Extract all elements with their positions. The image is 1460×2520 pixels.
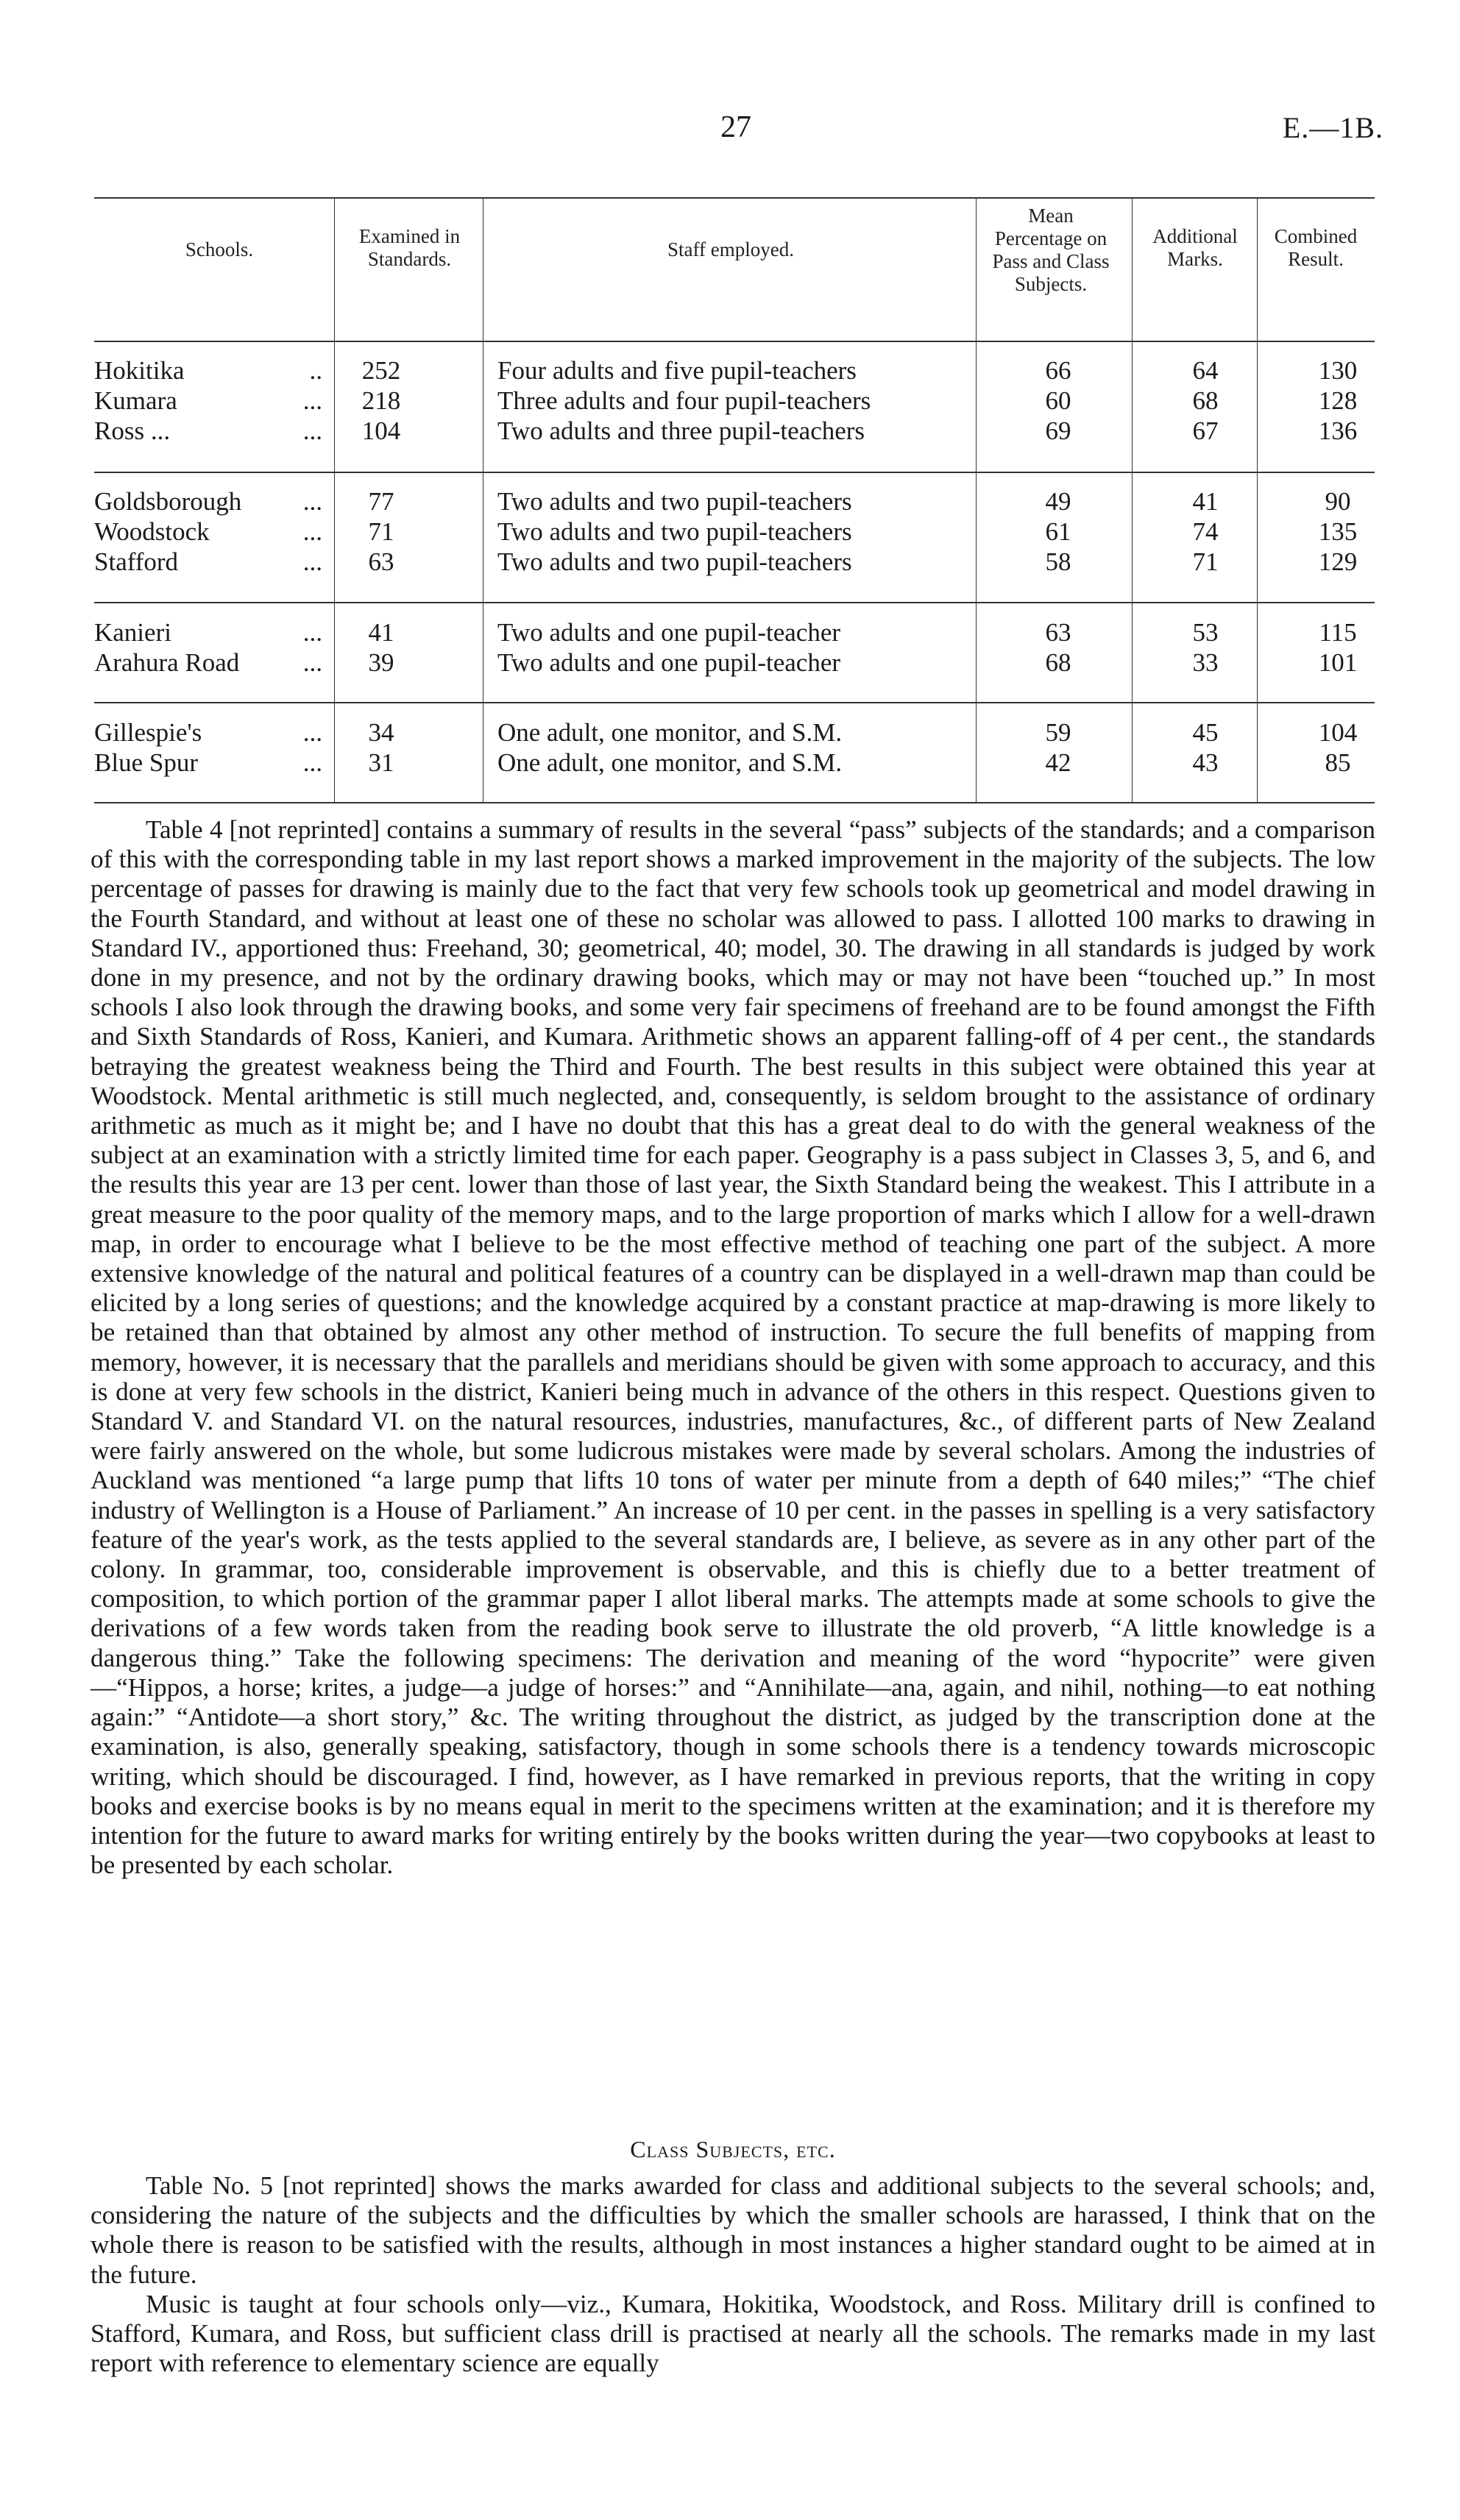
cell-mean: 42 bbox=[1045, 748, 1071, 777]
cell-school: Kumara ... bbox=[94, 386, 322, 415]
body-section-main bbox=[91, 815, 1375, 1880]
cell-school: Stafford ... bbox=[94, 547, 322, 576]
header-additional: Additional Marks. bbox=[1152, 225, 1238, 270]
cell-examined: 41 bbox=[368, 618, 394, 647]
cell-staff: Two adults and two pupil-teachers bbox=[497, 487, 852, 516]
cell-examined: 31 bbox=[368, 748, 394, 777]
cell-staff: Four adults and five pupil-teachers bbox=[497, 356, 857, 385]
cell-examined: 34 bbox=[368, 718, 394, 747]
cell-mean: 69 bbox=[1045, 416, 1071, 445]
table-group bbox=[94, 355, 1375, 446]
table-bottom-rule bbox=[94, 802, 1375, 803]
table-row bbox=[94, 416, 1375, 446]
table-group-rule bbox=[94, 472, 1375, 473]
table-row bbox=[94, 386, 1375, 416]
table-group bbox=[94, 717, 1375, 778]
cell-combined: 129 bbox=[1318, 547, 1358, 576]
cell-examined: 39 bbox=[368, 648, 394, 677]
header-combined: Combined Result. bbox=[1274, 225, 1358, 270]
paragraph-pass-subjects: Table 4 [not reprinted] contains a summary of results in the several “pass” subjects of the standards; and a comparison of this with the corresponding table in my last report shows a marked improvement in the majority of the subjects. The low percentage of passes for drawing is mainly due to the fact that very few schools took up geometrical and model drawing in the Fourth Standard, and without at least one of these no scholar was allowed to pass. I allotted 100 marks to drawing in Standard IV., apportioned thus: Freehand, 30; geometrical, 40; model, 30. The drawing in all standards is judged by work done in my presence, and not by the ordinary drawing books, which may or may not have been “touched up.” In most schools I also look through the drawing books, and some very fair specimens of freehand are to be found amongst the Fifth and Sixth Standards of Ross, Kanieri, and Kumara. Arithmetic shows an apparent falling-off of 4 per cent., the standards betraying the greatest weakness being the Third and Fourth. The best results in this subject were obtained this year at Woodstock. Mental arithmetic is still much neglected, and, consequently, is seldom brought to the assistance of ordinary arithmetic as much as it might be; and I have no doubt that this has a great deal to do with the general weakness of the subject at an examination with a strictly limited time for each paper. Geography is a pass subject in Classes 3, 5, and 6, and the results this year are 13 per cent. lower than those of last year, the Sixth Standard being the weakest. This I attribute in a great measure to the poor quality of the memory maps, and to the large proportion of marks which I allow for a well-drawn map, in order to encourage what I believe to be the most effective method of teaching one part of the subject. A more extensive knowledge of the natural and political features of a country can be displayed in a well-drawn map than could be elicited by a long series of questions; and the knowledge acquired by a constant practice at map-drawing is more likely to be retained than that obtained by almost any other method of instruction. To secure the full benefits of mapping from memory, however, it is necessary that the parallels and meridians should be given with some approach to accuracy, and this is done at very few schools in the district, Kanieri being much in advance of the others in this respect. Questions given to Standard V. and Standard VI. on the natural resources, industries, manufactures, &c., of different parts of New Zealand were fairly answered on the whole, but some ludicrous mistakes were made by several scholars. Among the industries of Auckland was mentioned “a large pump that lifts 10 tons of water per minute from a depth of 640 miles;” “The chief industry of Wellington is a House of Parliament.” An increase of 10 per cent. in the passes in spelling is a very satisfactory feature of the year's work, as the tests applied to the several standards are, I believe, as severe as in any other part of the colony. In grammar, too, considerable improvement is observable, and this is chiefly due to a better treatment of composition, to which portion of the grammar paper I allot liberal marks. The attempts made at some schools to give the derivations of a few words taken from the reading book serve to illustrate the old proverb, “A little knowledge is a dangerous thing.” Take the following specimens: The derivation and meaning of the word “hypocrite” were given—“Hippos, a horse; krites, a judge—a judge of horses:” and “Annihilate—ana, again, and nihil, nothing—to eat nothing again:” “Antidote—a short story,” &c. The writing throughout the district, as judged by the transcription done at the examination, is also, generally speaking, satisfactory, though in some schools there is a tendency towards microscopic writing, which should be discouraged. I find, however, as I have remarked in previous reports, that the writing in copy books and exercise books is by no means equal in merit to the specimens written at the examination; and it is therefore my intention for the future to award marks for writing entirely by the books written during the year—two copybooks at least to be presented by each scholar. bbox=[91, 815, 1375, 1880]
section-heading: Class Subjects, etc. bbox=[630, 2136, 836, 2162]
cell-school: Gillespie's ... bbox=[94, 718, 322, 747]
table-row bbox=[94, 355, 1375, 386]
cell-mean: 59 bbox=[1045, 718, 1071, 747]
table-header-rule bbox=[94, 341, 1375, 342]
cell-combined: 104 bbox=[1318, 718, 1358, 747]
table-row bbox=[94, 486, 1375, 517]
table-row bbox=[94, 748, 1375, 778]
table-group-rule bbox=[94, 602, 1375, 603]
cell-school: Woodstock ... bbox=[94, 517, 322, 546]
cell-mean: 58 bbox=[1045, 547, 1071, 576]
page-number: 27 bbox=[720, 110, 751, 144]
table-row bbox=[94, 717, 1375, 748]
cell-additional: 33 bbox=[1192, 648, 1219, 677]
cell-school: Ross ... ... bbox=[94, 416, 322, 445]
cell-mean: 66 bbox=[1045, 356, 1071, 385]
table-group bbox=[94, 617, 1375, 678]
cell-examined: 104 bbox=[361, 416, 401, 445]
table-row bbox=[94, 617, 1375, 647]
header-mean: Mean Percentage on Pass and Class Subjects. bbox=[992, 205, 1110, 295]
cell-combined: 115 bbox=[1319, 618, 1357, 647]
cell-examined: 252 bbox=[361, 356, 401, 385]
cell-combined: 135 bbox=[1318, 517, 1358, 546]
cell-mean: 60 bbox=[1045, 386, 1071, 415]
body-section-class-subjects bbox=[91, 2171, 1375, 2378]
cell-combined: 90 bbox=[1325, 487, 1351, 516]
cell-combined: 130 bbox=[1318, 356, 1358, 385]
cell-additional: 74 bbox=[1192, 517, 1219, 546]
cell-additional: 53 bbox=[1192, 618, 1219, 647]
cell-staff: Two adults and two pupil-teachers bbox=[497, 517, 852, 546]
cell-examined: 63 bbox=[368, 547, 394, 576]
cell-combined: 85 bbox=[1325, 748, 1351, 777]
cell-staff: Two adults and one pupil-teacher bbox=[497, 618, 841, 647]
cell-combined: 136 bbox=[1318, 416, 1358, 445]
cell-examined: 71 bbox=[368, 517, 394, 546]
table-row bbox=[94, 647, 1375, 678]
header-schools: Schools. bbox=[185, 238, 254, 260]
cell-additional: 64 bbox=[1192, 356, 1219, 385]
cell-staff: Two adults and one pupil-teacher bbox=[497, 648, 841, 677]
cell-staff: Two adults and three pupil-teachers bbox=[497, 416, 865, 445]
cell-additional: 71 bbox=[1192, 547, 1219, 576]
table-group-rule bbox=[94, 702, 1375, 703]
cell-mean: 61 bbox=[1045, 517, 1071, 546]
cell-staff: Three adults and four pupil-teachers bbox=[497, 386, 871, 415]
table-top-rule bbox=[94, 197, 1375, 199]
cell-additional: 45 bbox=[1192, 718, 1219, 747]
paragraph-class-subjects: Table No. 5 [not reprinted] shows the marks awarded for class and additional subjects to the several schools; and, considering the nature of the subjects and the difficulties by which the smaller schools are harassed, I think that on the whole there is reason to be satisfied with the results, although in most instances a higher standard ought to be aimed at in the future. bbox=[91, 2171, 1375, 2289]
header-staff: Staff employed. bbox=[667, 238, 794, 260]
cell-combined: 128 bbox=[1318, 386, 1358, 415]
cell-staff: One adult, one monitor, and S.M. bbox=[497, 718, 843, 747]
cell-mean: 68 bbox=[1045, 648, 1071, 677]
cell-examined: 218 bbox=[361, 386, 401, 415]
cell-mean: 63 bbox=[1045, 618, 1071, 647]
cell-school: Goldsborough ... bbox=[94, 487, 322, 516]
cell-additional: 41 bbox=[1192, 487, 1219, 516]
cell-school: Blue Spur ... bbox=[94, 748, 322, 777]
cell-school: Hokitika .. bbox=[94, 356, 322, 385]
table-group bbox=[94, 486, 1375, 577]
cell-combined: 101 bbox=[1318, 648, 1358, 677]
cell-additional: 67 bbox=[1192, 416, 1219, 445]
header-examined: Examined in Standards. bbox=[358, 225, 461, 270]
cell-school: Arahura Road ... bbox=[94, 648, 322, 677]
document-reference: E.—1B. bbox=[1282, 111, 1383, 144]
table-row bbox=[94, 517, 1375, 547]
cell-staff: One adult, one monitor, and S.M. bbox=[497, 748, 843, 777]
cell-school: Kanieri ... bbox=[94, 618, 322, 647]
cell-additional: 68 bbox=[1192, 386, 1219, 415]
cell-staff: Two adults and two pupil-teachers bbox=[497, 547, 852, 576]
cell-mean: 49 bbox=[1045, 487, 1071, 516]
table-row bbox=[94, 547, 1375, 577]
results-table bbox=[94, 197, 1375, 812]
cell-additional: 43 bbox=[1192, 748, 1219, 777]
cell-examined: 77 bbox=[368, 487, 394, 516]
paragraph-music-drill: Music is taught at four schools only—viz., Kumara, Hokitika, Woodstock, and Ross. Military drill is confined to Stafford, Kumara, and Ross, but sufficient class drill is practised at nearly all the schools. The remarks made in my last report with reference to elementary science are equally bbox=[91, 2289, 1375, 2378]
